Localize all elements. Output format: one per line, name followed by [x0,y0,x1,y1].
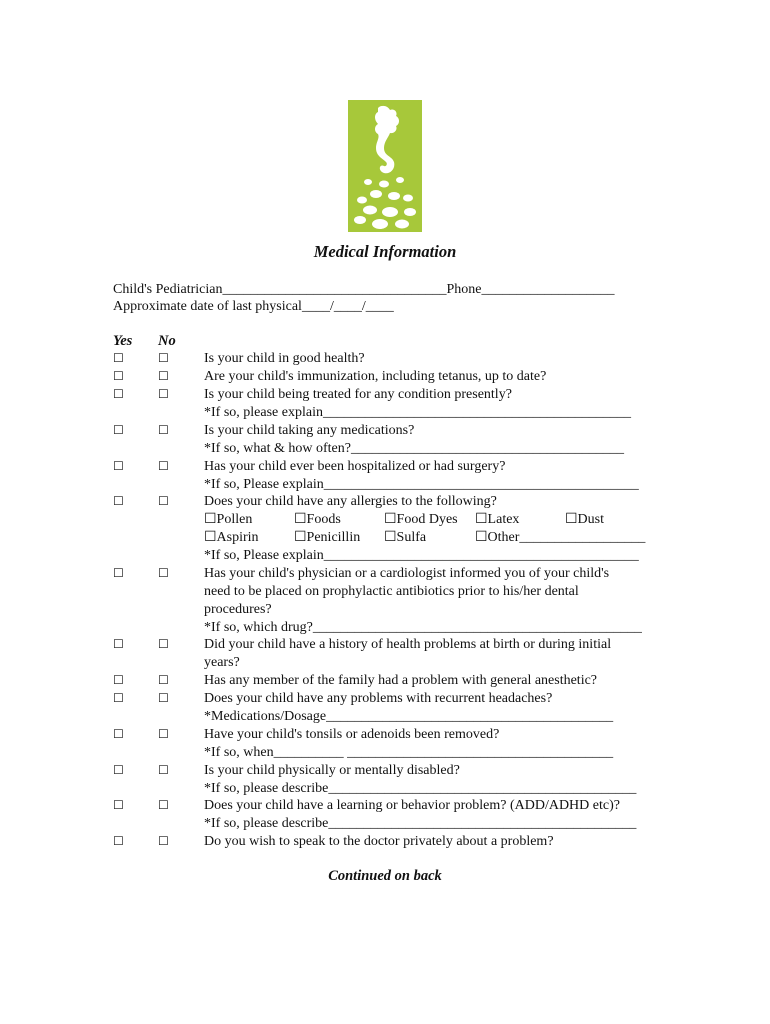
question-text: Is your child taking any medications? [204,423,415,438]
follow-up-field[interactable]: *If so, please explain____________________________________________ [204,405,631,420]
allergy-sulfa-checkbox[interactable]: ☐Sulfa [384,530,427,545]
yes-checkbox[interactable]: ☐ [113,637,124,651]
question-text: Has your child ever been hospitalized or had surgery? [204,459,506,474]
yes-header: Yes [113,333,133,349]
yes-checkbox[interactable]: ☐ [113,494,124,508]
follow-up-field[interactable]: *If so, which drug?_______________________________________________ [204,620,642,635]
question-text: Does your child have any problems with recurrent headaches? [204,691,553,706]
yes-checkbox[interactable]: ☐ [113,566,124,580]
question-text: Do you wish to speak to the doctor privately about a problem? [204,834,554,849]
question-text: Does your child have a learning or behavior problem? (ADD/ADHD etc)? [204,798,620,813]
no-checkbox[interactable]: ☐ [158,494,169,508]
yes-checkbox[interactable]: ☐ [113,459,124,473]
last-physical-field[interactable]: Approximate date of last physical____/____/____ [113,299,394,314]
question-text: Did your child have a history of health problems at birth or during initial [204,637,612,652]
yes-checkbox[interactable]: ☐ [113,369,124,383]
no-checkbox[interactable]: ☐ [158,637,169,651]
bubble [396,177,404,183]
bubble [364,179,372,185]
no-checkbox[interactable]: ☐ [158,423,169,437]
no-checkbox[interactable]: ☐ [158,727,169,741]
yes-checkbox[interactable]: ☐ [113,834,124,848]
no-checkbox[interactable]: ☐ [158,798,169,812]
allergy-aspirin-checkbox[interactable]: ☐Aspirin [204,530,259,545]
no-checkbox[interactable]: ☐ [158,369,169,383]
question-text: Does your child have any allergies to the following? [204,494,497,509]
no-checkbox[interactable]: ☐ [158,763,169,777]
yes-checkbox[interactable]: ☐ [113,727,124,741]
yes-checkbox[interactable]: ☐ [113,387,124,401]
follow-up-field[interactable]: *If so, Please explain_____________________________________________ [204,548,639,563]
allergy-penicillin-checkbox[interactable]: ☐Penicillin [294,530,361,545]
question-text: Has your child's physician or a cardiologist informed you of your child's [204,566,610,581]
allergy-food-dyes-checkbox[interactable]: ☐Food Dyes [384,512,458,527]
bubble [379,181,389,188]
allergy-dust-checkbox[interactable]: ☐Dust [565,512,604,527]
no-checkbox[interactable]: ☐ [158,459,169,473]
follow-up-field[interactable]: *If so, when__________ ______________________________________ [204,745,614,760]
question-text: Have your child's tonsils or adenoids been removed? [204,727,500,742]
no-checkbox[interactable]: ☐ [158,351,169,365]
bubble [388,192,400,200]
bubble [372,219,388,229]
no-checkbox[interactable]: ☐ [158,387,169,401]
question-text-continued: need to be placed on prophylactic antibiotics prior to his/her dental [204,584,579,599]
question-text: Is your child being treated for any condition presently? [204,387,512,402]
bubble [403,195,413,202]
yes-checkbox[interactable]: ☐ [113,673,124,687]
bubble [354,216,366,224]
yes-checkbox[interactable]: ☐ [113,798,124,812]
page-title: Medical Information [313,242,457,261]
question-text: Are your child's immunization, including tetanus, up to date? [204,369,547,384]
allergy-latex-checkbox[interactable]: ☐Latex [475,512,520,527]
follow-up-field[interactable]: *Medications/Dosage_________________________________________ [204,709,614,724]
allergy-pollen-checkbox[interactable]: ☐Pollen [204,512,253,527]
no-checkbox[interactable]: ☐ [158,834,169,848]
bubble [404,208,416,216]
question-text: Has any member of the family had a problem with general anesthetic? [204,673,598,688]
follow-up-field[interactable]: *If so, Please explain_____________________________________________ [204,477,639,492]
no-checkbox[interactable]: ☐ [158,691,169,705]
yes-checkbox[interactable]: ☐ [113,423,124,437]
yes-checkbox[interactable]: ☐ [113,351,124,365]
pediatrician-phone-field[interactable]: Child's Pediatrician________________________________Phone___________________ [113,282,615,297]
yes-checkbox[interactable]: ☐ [113,691,124,705]
yes-checkbox[interactable]: ☐ [113,763,124,777]
question-text: Is your child in good health? [204,351,365,366]
no-checkbox[interactable]: ☐ [158,673,169,687]
seahorse-logo [348,100,422,232]
no-checkbox[interactable]: ☐ [158,566,169,580]
bubble [395,220,409,229]
bubble [370,190,382,198]
bubble [363,206,377,215]
bubble [382,207,398,217]
allergy-foods-checkbox[interactable]: ☐Foods [294,512,341,527]
allergy-other-field[interactable]: ☐Other__________________ [475,530,646,545]
bubble [357,197,367,204]
follow-up-field[interactable]: *If so, please describe____________________________________________ [204,781,637,796]
question-text-continued: procedures? [204,602,272,617]
follow-up-field[interactable]: *If so, what & how often?_______________________________________ [204,441,624,456]
follow-up-field[interactable]: *If so, please describe____________________________________________ [204,816,637,831]
no-header: No [158,333,176,349]
continued-on-back: Continued on back [328,868,442,884]
question-text-continued: years? [204,655,240,670]
question-text: Is your child physically or mentally disabled? [204,763,460,778]
